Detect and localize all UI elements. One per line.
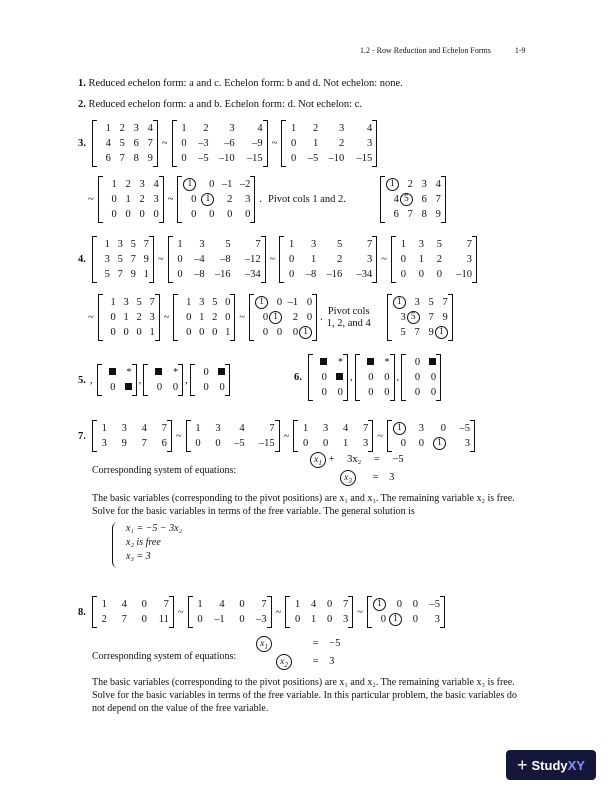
pivot-square bbox=[336, 373, 343, 380]
matrix: 1 3 5 7 3 5 7 9 5 7 9 1 bbox=[387, 294, 453, 341]
answer-8-system-label: Corresponding system of equations: bbox=[92, 651, 237, 662]
pivot-circle: 1 bbox=[393, 296, 406, 309]
plus-icon: + bbox=[517, 754, 528, 775]
answer-6: 6. * 0 0 0 , * 0 0 0 0 , 0 0 0 0 0 bbox=[294, 354, 443, 401]
pivot-circle: 1 bbox=[433, 437, 446, 450]
matrix: 0 0 0 bbox=[190, 364, 230, 396]
answer-4-row-1: 4. 1 3 5 7 3 5 7 9 5 7 9 1 ~ 1 3 5 7 0 –4 –8 –12 0 –8 –16 –34 ~ 1 3 5 7 0 1 2 3 0 –8 –16 –34 ~ 1 3 5 7 0 1 2 3 0 0 0 –10 bbox=[78, 236, 479, 283]
matrix: 1 3 5 7 0 1 2 3 0 0 0 1 bbox=[98, 294, 160, 341]
general-solution: x₁ = −5 − 3x₂ x₂ is free x₃ = 3 bbox=[126, 523, 183, 562]
matrix: * 0 0 0 0 bbox=[355, 354, 395, 401]
matrix: 1 0 –1 0 0 1 2 0 0 0 0 1 bbox=[249, 294, 317, 341]
matrix: 1 3 5 7 0 1 2 3 0 –8 –16 –34 bbox=[279, 236, 377, 283]
section-title: 1.2 - Row Reduction and Echelon Forms bbox=[360, 46, 491, 55]
matrix: 1 0 0 –5 0 1 0 3 bbox=[367, 596, 445, 628]
answer-7-eq-1: $x_1 + 3x_2 = -5$ bbox=[310, 452, 404, 468]
answer-7-eq-2: $x_3 = 3$ bbox=[340, 470, 394, 486]
matrix: 1 2 3 4 4 5 6 7 6 7 8 9 bbox=[92, 120, 158, 167]
answer-1-text: Reduced echelon form: a and c. Echelon form: b and d. Not echelon: none. bbox=[88, 78, 403, 89]
pivot-circle: 1 bbox=[386, 178, 399, 191]
matrix: 1 3 5 7 0 –4 –8 –12 0 –8 –16 –34 bbox=[168, 236, 266, 283]
matrix: 1 0 –1 –2 0 1 2 3 0 0 0 0 bbox=[177, 176, 255, 223]
pivot-square bbox=[218, 368, 225, 375]
matrix: 1 3 4 7 0 0 1 3 bbox=[293, 420, 373, 452]
matrix: * 0 bbox=[97, 364, 137, 396]
answer-3-row-2: ~ 1 2 3 4 0 1 2 3 0 0 0 0 ~ 1 0 –1 –2 0 1 2 3 0 0 0 0 . Pivot cols 1 and 2. 1 2 3 4 4 5 6 7 6 7 8 9 bbox=[86, 176, 448, 223]
matrix: 1 3 4 7 3 9 7 6 bbox=[92, 420, 172, 452]
answer-7-matrices: 7. 1 3 4 7 3 9 7 6 ~ 1 3 4 7 0 0 –5 –15 ~ 1 3 4 7 0 0 1 3 ~ 1 3 0 –5 0 0 1 3 bbox=[78, 420, 477, 452]
pivot-square bbox=[320, 358, 327, 365]
page-number: 1-9 bbox=[514, 46, 526, 55]
matrix: 1 3 0 –5 0 0 1 3 bbox=[387, 420, 475, 452]
pivot-label: Pivot cols 1, 2, and 4 bbox=[326, 305, 371, 329]
pivot-circle: 1 bbox=[373, 598, 386, 611]
pivot-square bbox=[125, 383, 132, 390]
answer-8-eq-2: $x_2 = 3$ bbox=[276, 654, 334, 670]
matrix: 1 3 5 7 0 1 2 3 0 0 0 –10 bbox=[391, 236, 477, 283]
matrix: 1 4 0 7 2 7 0 11 bbox=[92, 596, 174, 628]
pivot-circle: 1 bbox=[435, 326, 448, 339]
general-solution-brace bbox=[112, 522, 119, 568]
matrix: * 0 0 bbox=[143, 364, 183, 396]
matrix: 1 4 0 7 0 1 0 3 bbox=[285, 596, 353, 628]
answer-8-eq-1: $x_1 = -5$ bbox=[256, 636, 340, 652]
answer-1: 1. Reduced echelon form: a and c. Echelon form: b and d. Not echelon: none. bbox=[78, 78, 403, 89]
pivot-square bbox=[109, 368, 116, 375]
answer-8-matrices: 8. 1 4 0 7 2 7 0 11 ~ 1 4 0 7 0 –1 0 –3 ~ 1 4 0 7 0 1 0 3 ~ 1 0 0 –5 0 1 0 3 bbox=[78, 596, 447, 628]
answer-4-row-2: ~ 1 3 5 7 0 1 2 3 0 0 0 1 ~ 1 3 5 0 0 1 2 0 0 0 0 1 ~ 1 0 –1 0 0 1 2 0 0 0 0 1 . Pivot cols 1, 2, and 4 1 3 5 7 3 5 7 9 5 7 9 1 bbox=[86, 294, 455, 341]
matrix: * 0 0 0 bbox=[308, 354, 348, 401]
answer-3-row-1: 3. 1 2 3 4 4 5 6 7 6 7 8 9 ~ 1 2 3 4 0 –3 –6 –9 0 –5 –10 –15 ~ 1 2 3 4 0 1 2 3 0 –5 –10 –15 bbox=[78, 120, 379, 167]
pivot-circle: 5 bbox=[400, 193, 413, 206]
answer-2-text: Reduced echelon form: a and b. Echelon form: d. Not echelon: c. bbox=[88, 99, 362, 110]
answer-5: 5. , * 0 , * 0 0 , 0 0 0 bbox=[78, 364, 232, 396]
matrix: 1 4 0 7 0 –1 0 –3 bbox=[188, 596, 272, 628]
pivot-square bbox=[429, 358, 436, 365]
page-header bbox=[360, 46, 526, 55]
answer-2: 2. Reduced echelon form: a and b. Echelon form: d. Not echelon: c. bbox=[78, 99, 362, 110]
pivot-circle: 1 bbox=[255, 296, 268, 309]
answer-7-paragraph: The basic variables (corresponding to the pivot positions) are x₁ and x₃. The remaining variable x₂ is free. Solve for the basic variables in terms of the free variable. The general solution is bbox=[92, 493, 515, 517]
matrix: 1 2 3 4 0 1 2 3 0 –5 –10 –15 bbox=[281, 120, 377, 167]
pivot-circle: 1 bbox=[389, 613, 402, 626]
answer-7-system-label: Corresponding system of equations: bbox=[92, 465, 237, 476]
pivot-square bbox=[155, 368, 162, 375]
pivot-circle: 1 bbox=[299, 326, 312, 339]
matrix: 1 2 3 4 0 –3 –6 –9 0 –5 –10 –15 bbox=[172, 120, 268, 167]
matrix: 0 0 0 0 0 bbox=[401, 354, 441, 401]
pivot-circle: 1 bbox=[201, 193, 214, 206]
pivot-label: Pivot cols 1 and 2. bbox=[268, 194, 346, 205]
pivot-circle: 1 bbox=[269, 311, 282, 324]
pivot-circle: 1 bbox=[183, 178, 196, 191]
matrix: 1 3 5 7 3 5 7 9 5 7 9 1 bbox=[92, 236, 154, 283]
pivot-square bbox=[367, 358, 374, 365]
matrix: 1 3 4 7 0 0 –5 –15 bbox=[186, 420, 280, 452]
matrix: 1 2 3 4 0 1 2 3 0 0 0 0 bbox=[98, 176, 164, 223]
matrix: 1 2 3 4 4 5 6 7 6 7 8 9 bbox=[380, 176, 446, 223]
pivot-circle: 1 bbox=[393, 422, 406, 435]
pivot-circle: 5 bbox=[407, 311, 420, 324]
matrix: 1 3 5 0 0 1 2 0 0 0 0 1 bbox=[173, 294, 235, 341]
answer-8-paragraph: The basic variables (corresponding to the pivot positions) are x₁ and x₂. The remaining variable x₃ is free. Solve for the basic variables in terms of the free variable. In this particular problem, the basic variables do not depend on the value of the free variable. bbox=[92, 677, 517, 714]
studyxy-logo: + Study XY bbox=[506, 750, 596, 780]
